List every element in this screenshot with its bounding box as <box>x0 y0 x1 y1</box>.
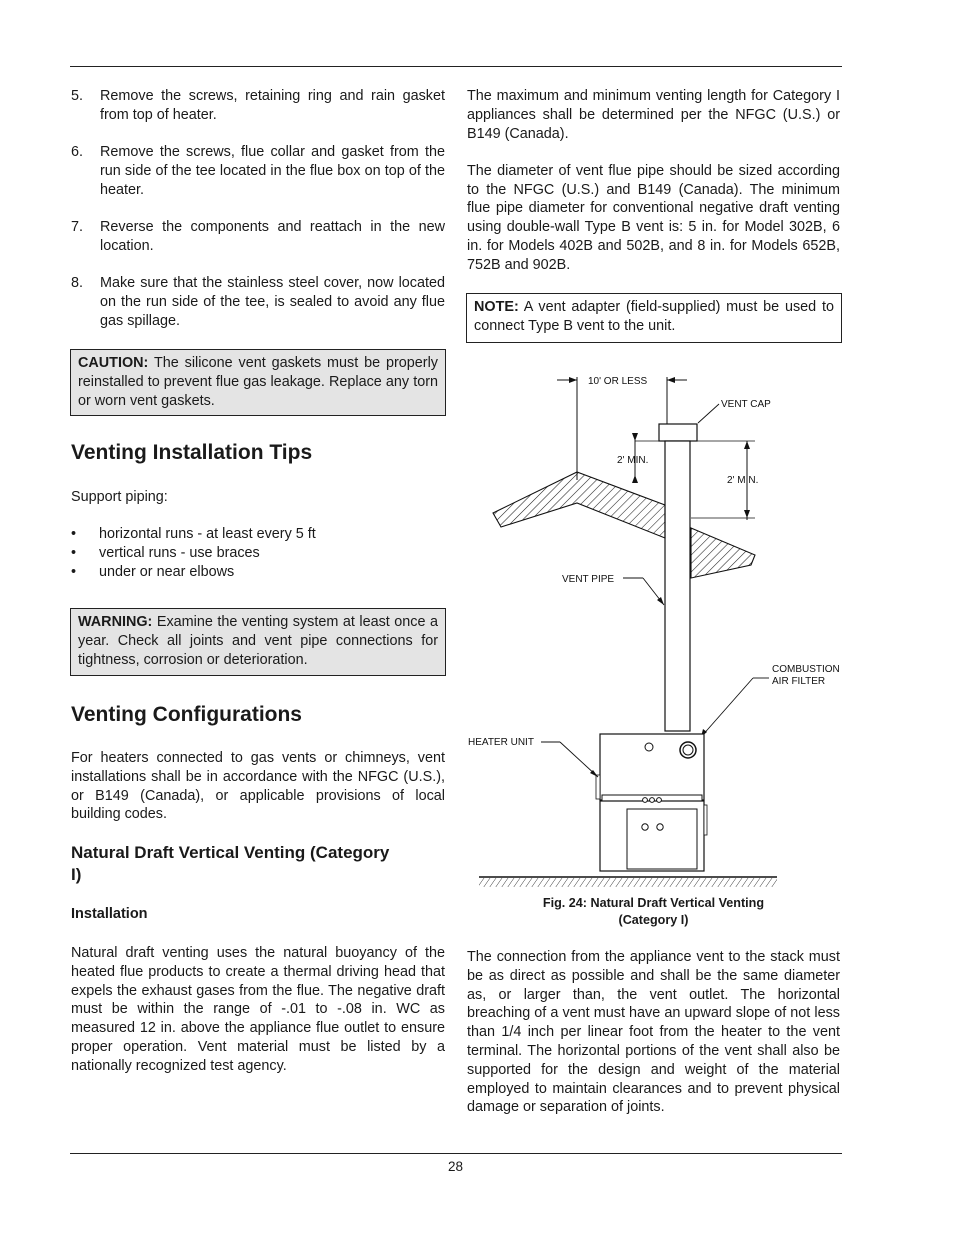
caution-box <box>70 349 446 416</box>
right-top-body <box>467 87 840 275</box>
step-item <box>71 143 445 199</box>
bottom-rule <box>70 1153 842 1154</box>
natural-body <box>71 944 445 1076</box>
venting-diagram <box>465 365 840 895</box>
paragraph-pipe-diameter: The diameter of vent flue pipe should be sized according to the NFGC (U.S.) and B149 (Canada). The minimum flue pipe diameter for conventional negative draft venting using double-wall Type B vent is: 5 in. for Model 302B, 6 in. for Models 402B and 502B, and 8 in. for Models 652B, 752B and 902B. <box>467 162 840 273</box>
step-text: Remove the screws, retaining ring and rain gasket from top of heater. <box>100 88 445 123</box>
bullet: • <box>71 545 77 562</box>
note-text: A vent adapter (field-supplied) must be used to connect Type B vent to the unit. <box>474 299 834 334</box>
step-number: 7. <box>71 218 84 235</box>
heater-side-detail <box>596 775 600 799</box>
configs-heading: Venting Configurations <box>71 703 302 726</box>
step-number: 6. <box>71 144 84 161</box>
label-heater-unit: HEATER UNIT <box>468 737 534 748</box>
roof-left <box>493 472 665 538</box>
note-label: NOTE: <box>474 299 519 315</box>
warning-box <box>70 608 446 676</box>
leader-line <box>698 404 719 423</box>
step-item <box>71 218 445 256</box>
heater-control <box>642 824 648 830</box>
bullet: • <box>71 526 77 543</box>
arrowhead <box>632 433 638 441</box>
tips-heading: Venting Installation Tips <box>71 441 313 464</box>
list-item <box>71 525 445 544</box>
bullet-text: under or near elbows <box>99 563 235 580</box>
step-item <box>71 87 445 125</box>
natural-heading: Natural Draft Vertical Venting (Category I) <box>71 843 390 884</box>
arrowhead <box>744 510 750 518</box>
heater-port <box>645 743 653 751</box>
heater-control <box>643 798 648 803</box>
vent-cap <box>659 424 697 441</box>
list-item <box>71 544 445 563</box>
configs-text: For heaters connected to gas vents or chimneys, vent installations shall be in accordance with the NFGC (U.S.), or B149 (Canada), or applicable provisions of local building codes. <box>71 750 445 823</box>
list-item <box>71 563 445 582</box>
label-ten-or-less: 10' OR LESS <box>588 376 648 387</box>
steps-list <box>71 87 445 330</box>
air-filter-intake <box>683 745 693 755</box>
warning-label: WARNING: <box>78 614 153 630</box>
vent-pipe <box>665 441 690 731</box>
natural-text: Natural draft venting uses the natural buoyancy of the heated flue products to create a thermal driving head that expels the exhaust gases from the flue. The negative draft must be within the range of -.01 to -.08 in. WC as measured 12 in. above the appliance flue outlet to ensure proper operation. Vent material must be listed by a nationally recognized test agency. <box>71 945 445 1074</box>
paragraph-venting-length: The maximum and minimum venting length for Category I appliances shall be determined per the NFGC (U.S.) or B149 (Canada). <box>467 88 840 142</box>
label-air-filter: AIR FILTER <box>772 676 826 687</box>
arrowhead <box>744 441 750 449</box>
tips-body <box>71 488 445 582</box>
arrowhead <box>657 597 664 605</box>
caution-text: The silicone vent gaskets must be properly reinstalled to prevent flue gas leakage. Replace any torn or worn vent gaskets. <box>78 355 438 409</box>
label-two-min-b: 2' MIN. <box>727 475 759 486</box>
configs-body <box>71 749 445 824</box>
figure-caption-line-1: Fig. 24: Natural Draft Vertical Venting <box>542 896 765 910</box>
warning-text: Examine the venting system at least once a year. Check all joints and vent pipe connections for tightness, corrosion or deterioration. <box>78 614 438 668</box>
installation-subheading: Installation <box>71 906 148 922</box>
heater-control <box>657 824 663 830</box>
step-item <box>71 274 445 330</box>
caution-label: CAUTION: <box>78 355 149 371</box>
bullet-text: horizontal runs - at least every 5 ft <box>99 526 316 543</box>
tips-intro: Support piping: <box>71 489 168 505</box>
figure-caption <box>467 895 840 928</box>
arrowhead <box>667 377 675 383</box>
tips-bullets <box>71 525 445 581</box>
step-text: Remove the screws, flue collar and gasket from the run side of the tee located in the flue box on top of the heater. <box>100 144 445 198</box>
leader-line <box>701 678 753 737</box>
label-vent-pipe: VENT PIPE <box>562 574 615 585</box>
step-number: 8. <box>71 275 84 292</box>
heater-panel <box>627 809 697 869</box>
arrowhead <box>569 377 577 383</box>
note-box <box>466 293 842 343</box>
label-vent-cap: VENT CAP <box>721 399 771 410</box>
figure-caption-line-2: (Category I) <box>618 912 689 927</box>
bullet-text: vertical runs - use braces <box>99 545 260 562</box>
step-number: 5. <box>71 88 84 104</box>
step-text: Reverse the components and reattach in the new location. <box>100 218 445 254</box>
page-number: 28 <box>448 1159 464 1174</box>
step-text: Make sure that the stainless steel cover, now located on the run side of the tee, is sealed to avoid any flue gas spillage. <box>100 275 445 329</box>
right-bottom-body <box>467 948 840 1117</box>
bullet: • <box>71 563 77 580</box>
heater-side-detail <box>704 805 707 835</box>
paragraph-connection: The connection from the appliance vent to the stack must be as direct as possible and shall be the same diameter as, or larger than, the vent outlet. The horizontal breaching of a vent must have an upward slope of not less than 1/4 inch per linear foot from the heater to the vent terminal. The horizontal portions of the vent shall also be supported for the design and weight of the material employed to maintain clearances and to prevent physical damage or separation of joints. <box>467 949 840 1116</box>
label-combustion: COMBUSTION <box>772 664 840 675</box>
ground-hatch <box>479 878 777 887</box>
heater-control <box>657 798 662 803</box>
top-rule <box>70 66 842 67</box>
label-two-min-a: 2' MIN. <box>617 455 649 466</box>
heater-control <box>650 798 655 803</box>
roof-right <box>691 528 755 578</box>
arrowhead <box>632 475 638 483</box>
